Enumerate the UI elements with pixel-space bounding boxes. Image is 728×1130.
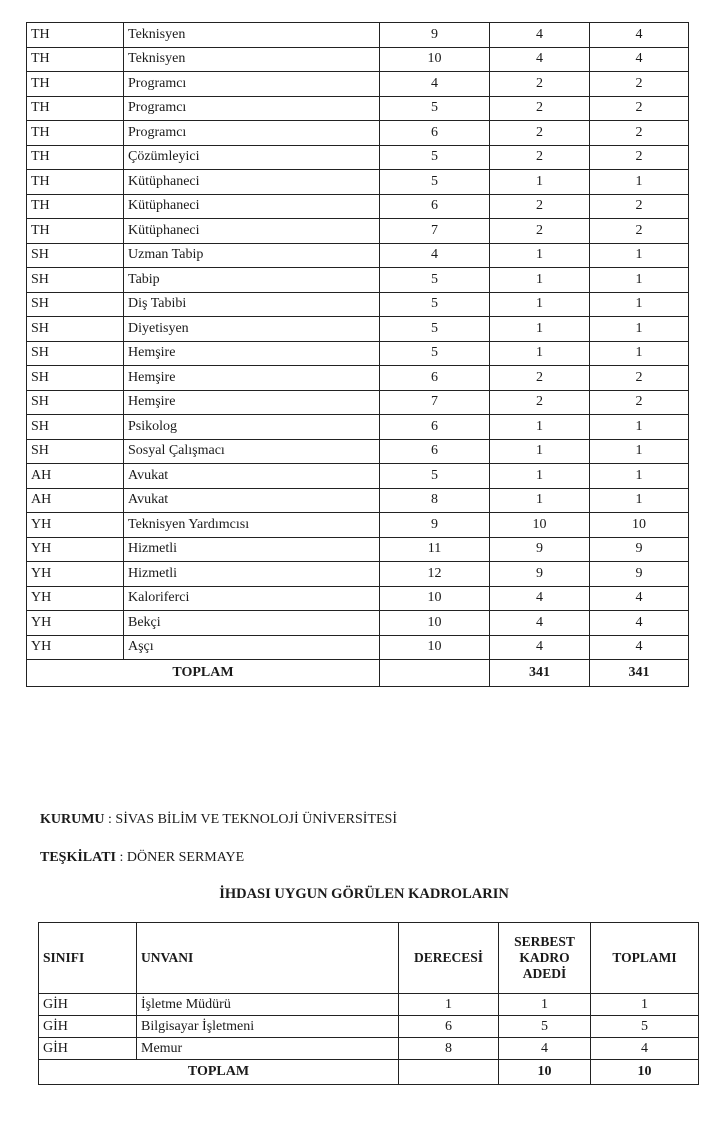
cell-derecesi: 4 [380,243,490,268]
table-row [27,513,689,538]
table-row [27,635,689,660]
cell-sinifi: SH [27,439,124,464]
cell-toplam: 2 [590,366,689,391]
cell-serbest: 2 [490,72,590,97]
table-row [27,341,689,366]
cell-serbest: 10 [490,513,590,538]
cell-serbest: 1 [490,268,590,293]
cell-serbest: 1 [499,994,591,1016]
cell-toplam: 4 [590,47,689,72]
table-row [39,1016,699,1038]
cell-toplam: 1 [591,994,699,1016]
cell-sinifi: TH [27,72,124,97]
cell-serbest: 5 [499,1016,591,1038]
institution-value: : SİVAS BİLİM VE TEKNOLOJİ ÜNİVERSİTESİ [108,812,397,827]
organization-line [40,850,244,866]
cell-serbest: 9 [490,537,590,562]
cell-derecesi: 1 [399,994,499,1016]
cell-toplam: 1 [590,341,689,366]
cell-sinifi: TH [27,145,124,170]
cell-unvani: Tabip [124,268,380,293]
cell-derecesi: 6 [380,194,490,219]
cell-toplam: 4 [590,586,689,611]
cell-sinifi: YH [27,513,124,538]
total-serbest: 10 [499,1060,591,1085]
cell-serbest: 4 [490,47,590,72]
cell-unvani: Bilgisayar İşletmeni [137,1016,399,1038]
table-row [27,72,689,97]
total-empty-cell [380,660,490,687]
cell-toplam: 4 [590,635,689,660]
cell-toplam: 1 [590,415,689,440]
cell-unvani: Uzman Tabip [124,243,380,268]
cell-toplam: 2 [590,390,689,415]
cell-derecesi: 10 [380,586,490,611]
cell-toplam: 9 [590,537,689,562]
organization-value: : DÖNER SERMAYE [119,850,245,865]
cell-toplam: 2 [590,145,689,170]
table-row [27,23,689,48]
institution-label: KURUMU [40,812,105,827]
cell-serbest: 4 [490,635,590,660]
cell-derecesi: 8 [399,1038,499,1060]
staff-table-continued [26,22,689,687]
cell-sinifi: TH [27,23,124,48]
header-sinifi: SINIFI [39,923,137,994]
header-serbest-kadro: SERBEST KADRO ADEDİ [499,923,591,994]
cell-serbest: 1 [490,170,590,195]
cell-toplam: 1 [590,464,689,489]
cell-derecesi: 10 [380,635,490,660]
cell-unvani: Psikolog [124,415,380,440]
cell-unvani: Aşçı [124,635,380,660]
cell-serbest: 1 [490,317,590,342]
cell-sinifi: TH [27,121,124,146]
cell-derecesi: 5 [380,170,490,195]
cell-derecesi: 5 [380,317,490,342]
cell-toplam: 2 [590,96,689,121]
cell-serbest: 1 [490,243,590,268]
cell-unvani: Hemşire [124,390,380,415]
cell-toplam: 4 [591,1038,699,1060]
cell-derecesi: 7 [380,390,490,415]
cell-sinifi: TH [27,170,124,195]
organization-label: TEŞKİLATI [40,850,116,865]
table-row [27,586,689,611]
section-heading: İHDASI UYGUN GÖRÜLEN KADROLARIN [219,886,509,902]
cell-derecesi: 4 [380,72,490,97]
cell-unvani: Kütüphaneci [124,219,380,244]
cell-unvani: Kütüphaneci [124,194,380,219]
table-row [27,488,689,513]
cell-sinifi: SH [27,415,124,440]
cell-unvani: Hizmetli [124,537,380,562]
cell-derecesi: 5 [380,464,490,489]
header-row [39,923,699,994]
table-row [27,170,689,195]
cell-serbest: 1 [490,488,590,513]
cell-sinifi: YH [27,635,124,660]
table-row [27,439,689,464]
total-row [39,1060,699,1085]
table-row [27,145,689,170]
cell-derecesi: 5 [380,96,490,121]
cell-derecesi: 5 [380,268,490,293]
cell-derecesi: 8 [380,488,490,513]
cell-derecesi: 6 [380,366,490,391]
cell-sinifi: SH [27,341,124,366]
table-row [27,292,689,317]
cell-unvani: Programcı [124,72,380,97]
cell-toplam: 1 [590,488,689,513]
cell-unvani: Avukat [124,488,380,513]
staff-table-body [27,23,689,687]
cell-unvani: Teknisyen Yardımcısı [124,513,380,538]
cell-sinifi: GİH [39,994,137,1016]
cell-unvani: Programcı [124,121,380,146]
table-row [27,121,689,146]
cell-serbest: 1 [490,341,590,366]
cell-unvani: Teknisyen [124,23,380,48]
cell-sinifi: SH [27,243,124,268]
cell-sinifi: GİH [39,1016,137,1038]
total-toplam: 341 [590,660,689,687]
cell-toplam: 1 [590,317,689,342]
cell-sinifi: TH [27,194,124,219]
cell-serbest: 1 [490,464,590,489]
cell-unvani: İşletme Müdürü [137,994,399,1016]
cell-toplam: 1 [590,268,689,293]
table-row [27,390,689,415]
cell-sinifi: YH [27,537,124,562]
cell-derecesi: 9 [380,513,490,538]
table-row [27,562,689,587]
total-row [27,660,689,687]
cell-unvani: Diş Tabibi [124,292,380,317]
cell-toplam: 1 [590,292,689,317]
table-row [27,194,689,219]
cell-unvani: Kütüphaneci [124,170,380,195]
table-row [27,47,689,72]
cell-serbest: 2 [490,390,590,415]
cell-sinifi: GİH [39,1038,137,1060]
cell-derecesi: 6 [380,121,490,146]
cell-serbest: 9 [490,562,590,587]
cell-toplam: 4 [590,23,689,48]
cell-derecesi: 5 [380,292,490,317]
cell-derecesi: 7 [380,219,490,244]
cell-toplam: 1 [590,243,689,268]
cell-sinifi: TH [27,219,124,244]
cell-serbest: 4 [499,1038,591,1060]
cell-derecesi: 6 [380,415,490,440]
cell-sinifi: SH [27,268,124,293]
cell-serbest: 4 [490,611,590,636]
cell-unvani: Hizmetli [124,562,380,587]
cell-toplam: 2 [590,121,689,146]
cell-serbest: 1 [490,439,590,464]
cell-toplam: 9 [590,562,689,587]
cell-toplam: 2 [590,72,689,97]
cell-unvani: Hemşire [124,341,380,366]
cell-sinifi: SH [27,390,124,415]
cell-serbest: 1 [490,415,590,440]
cell-unvani: Sosyal Çalışmacı [124,439,380,464]
cell-derecesi: 5 [380,341,490,366]
cell-unvani: Diyetisyen [124,317,380,342]
table-row [39,994,699,1016]
cell-sinifi: TH [27,96,124,121]
cell-derecesi: 9 [380,23,490,48]
cell-toplam: 2 [590,194,689,219]
cell-unvani: Programcı [124,96,380,121]
table-row [27,317,689,342]
cell-toplam: 5 [591,1016,699,1038]
cell-serbest: 4 [490,586,590,611]
cell-serbest: 2 [490,121,590,146]
cell-sinifi: AH [27,488,124,513]
header-derecesi: DERECESİ [399,923,499,994]
cell-unvani: Teknisyen [124,47,380,72]
cell-serbest: 4 [490,23,590,48]
cell-toplam: 4 [590,611,689,636]
cell-unvani: Bekçi [124,611,380,636]
cell-sinifi: SH [27,366,124,391]
cell-sinifi: SH [27,317,124,342]
cell-sinifi: YH [27,586,124,611]
header-unvani: UNVANI [137,923,399,994]
cell-sinifi: YH [27,562,124,587]
cell-serbest: 2 [490,194,590,219]
cell-serbest: 1 [490,292,590,317]
cell-unvani: Kaloriferci [124,586,380,611]
cell-derecesi: 6 [380,439,490,464]
total-label: TOPLAM [39,1060,399,1085]
cell-toplam: 10 [590,513,689,538]
cell-toplam: 1 [590,439,689,464]
cell-derecesi: 5 [380,145,490,170]
cell-serbest: 2 [490,145,590,170]
table-row [27,464,689,489]
cell-toplam: 1 [590,170,689,195]
cell-derecesi: 10 [380,47,490,72]
header-toplami: TOPLAMI [591,923,699,994]
cell-serbest: 2 [490,366,590,391]
cell-serbest: 2 [490,219,590,244]
cell-sinifi: YH [27,611,124,636]
cell-serbest: 2 [490,96,590,121]
cell-toplam: 2 [590,219,689,244]
table-row [27,96,689,121]
table-row [27,219,689,244]
cell-sinifi: SH [27,292,124,317]
cell-unvani: Hemşire [124,366,380,391]
cell-derecesi: 6 [399,1016,499,1038]
table-row [27,611,689,636]
cell-unvani: Memur [137,1038,399,1060]
total-label: TOPLAM [27,660,380,687]
institution-line [40,812,397,828]
table-row [27,537,689,562]
table-row [27,415,689,440]
cell-unvani: Avukat [124,464,380,489]
table-row [27,243,689,268]
total-serbest: 341 [490,660,590,687]
cell-derecesi: 10 [380,611,490,636]
cell-sinifi: AH [27,464,124,489]
new-positions-table [38,922,699,1085]
table-row [27,268,689,293]
new-positions-body [39,994,699,1085]
cell-derecesi: 12 [380,562,490,587]
cell-unvani: Çözümleyici [124,145,380,170]
total-toplam: 10 [591,1060,699,1085]
table-row [27,366,689,391]
cell-sinifi: TH [27,47,124,72]
cell-derecesi: 11 [380,537,490,562]
table-row [39,1038,699,1060]
total-empty-cell [399,1060,499,1085]
